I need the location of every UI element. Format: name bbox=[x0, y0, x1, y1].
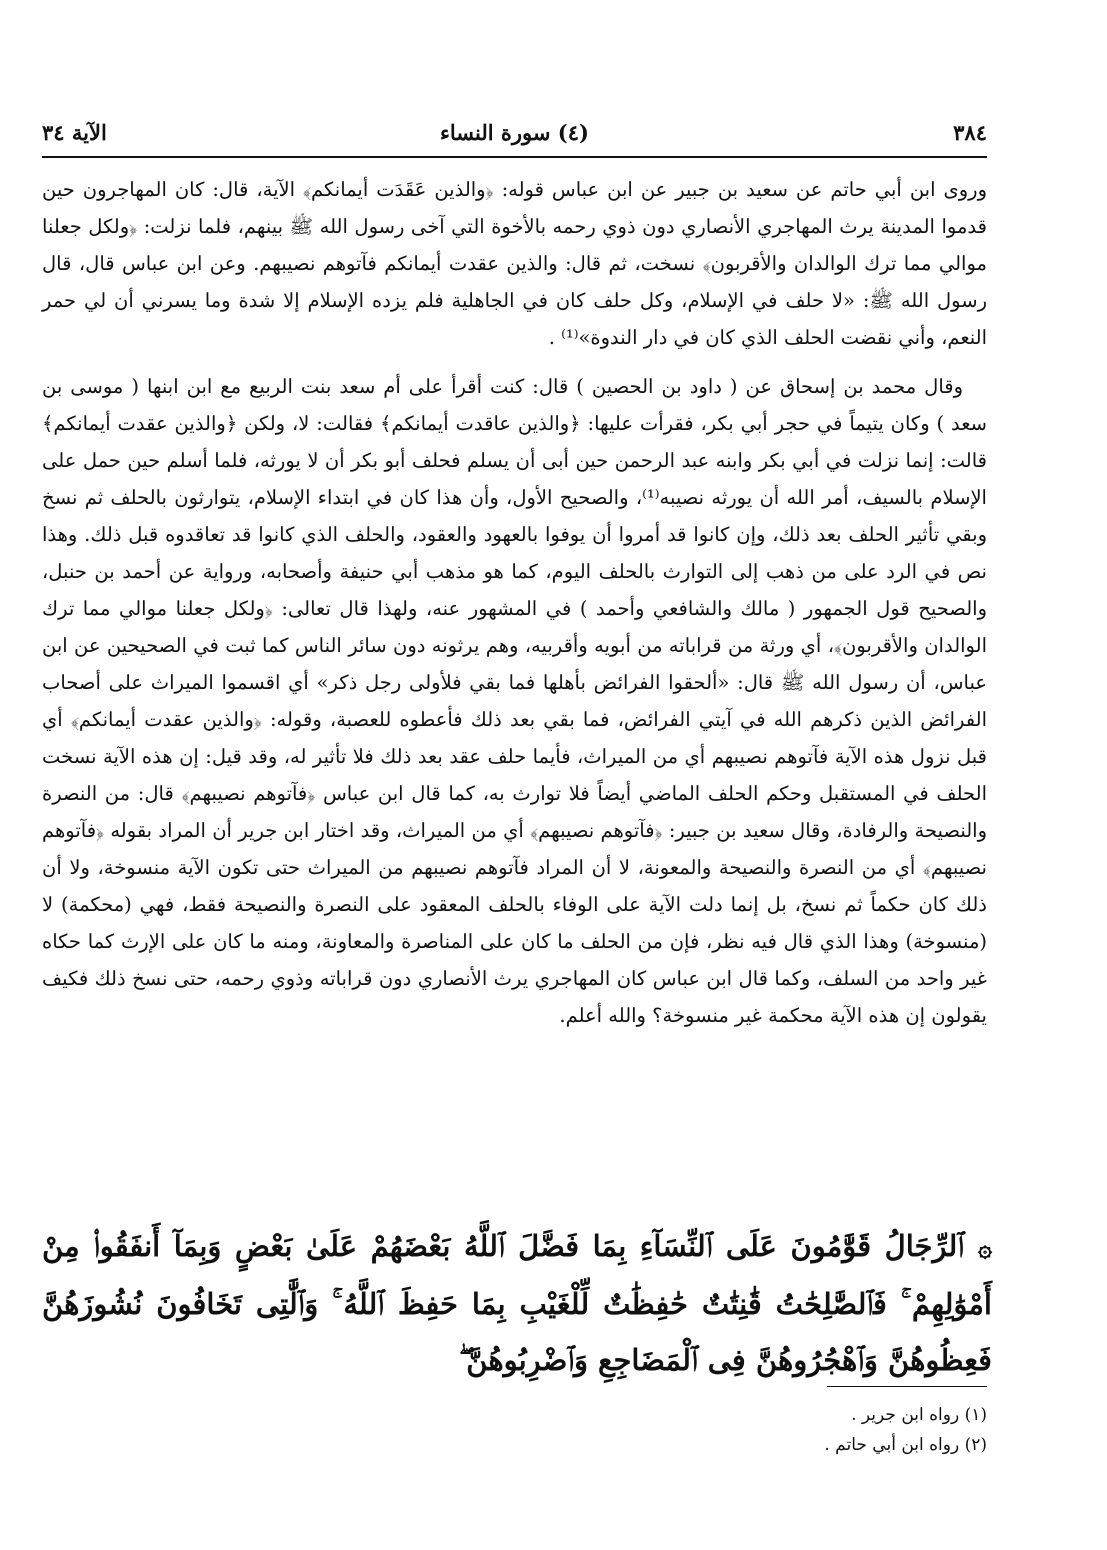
ayah-label: الآية ٣٤ bbox=[42, 120, 107, 145]
footnote: (٢) رواه ابن أبي حاتم . bbox=[824, 1435, 987, 1455]
page-header bbox=[42, 120, 987, 150]
footnote: (١) رواه ابن جرير . bbox=[851, 1405, 987, 1425]
page-number: ٣٨٤ bbox=[953, 120, 987, 145]
header-rule bbox=[42, 156, 987, 158]
rub-el-hizb-icon: ۞ bbox=[977, 1233, 992, 1262]
paragraph: وقال محمد بن إسحاق عن ( داود بن الحصين ) قال: كنت أقرأ على أم سعد بنت الربيع مع ابن ابنها ( موسى بن سعد ) وكان يتيماً في حجر أبي بكر، فقرأت عليها: ﴿والذين عاقدت أيمانكم﴾ فقالت: لا، ولكن ﴿والذين عقدت أيمانكم﴾ قالت: إنما نزلت في أبي بكر وابنه عبد الرحمن حين أبى أن يسلم فحلف أبو بكر أن لا يورثه، فلما أسلم حين حمل على الإسلام بالسيف، أمر الله أن يورثه نصيبه⁽¹⁾، والصحيح الأول، وأن هذا كان في ابتداء الإسلام، يتوارثون بالحلف ثم نسخ وبقي تأثير الحلف بعد ذلك، وإن كانوا قد أمروا أن يوفوا بالعهود والعقود، والحلف الذي كانوا قد تعاقدوه قبل ذلك. وهذا نص في الرد على من ذهب إلى التوارث بالحلف اليوم، كما هو مذهب أبي حنيفة وأصحابه، ورواية عن أحمد بن حنبل، والصحيح قول الجمهور ( مالك والشافعي وأحمد ) في المشهور عنه، ولهذا قال تعالى: ﴿ولكل جعلنا موالي مما ترك الوالدان والأقربون﴾، أي ورثة من قراباته من أبويه وأقربيه، وهم يرثونه دون سائر الناس كما ثبت في الصحيحين عن ابن عباس، أن رسول الله ﷺ قال: «ألحقوا الفرائض بأهلها فما بقي فلأولى رجل ذكر» أي اقسموا الميراث على أصحاب الفرائض الذين ذكرهم الله في آيتي الفرائض، فما بقي بعد ذلك فأعطوه للعصبة، وقوله: ﴿والذين عقدت أيمانكم﴾ أي قبل نزول هذه الآية فآتوهم نصيبهم أي من الميراث، فأيما حلف عقد بعد ذلك فلا تأثير له، وقد قيل: إن هذه الآية نسخت الحلف في المستقبل وحكم الحلف الماضي أيضاً فلا توارث به، كما قال ابن عباس ﴿فآتوهم نصيبهم﴾ قال: من النصرة والنصيحة والرفادة، وقال سعيد بن جبير: ﴿فآتوهم نصيبهم﴾ أي من الميراث، وقد اختار ابن جرير أن المراد بقوله ﴿فآتوهم نصيبهم﴾ أي من النصرة والنصيحة والمعونة، لا أن المراد فآتوهم نصيبهم من الميراث حتى تكون الآية منسوخة، ولا أن ذلك كان حكماً ثم نسخ، بل إنما دلت الآية على الوفاء بالحلف المعقود على النصرة والنصيحة فقط، فهي (محكمة) لا (منسوخة) وهذا الذي قال فيه نظر، فإن من الحلف ما كان على المناصرة والمعاونة، ومنه ما كان على الإرث كما حكاه غير واحد من السلف، وكما قال ابن عباس كان المهاجري يرث الأنصاري دون قراباته وذوي رحمه، حتى نسخ ذلك فكيف يقولون إن هذه الآية محكمة غير منسوخة؟ والله أعلم. bbox=[42, 375, 988, 1027]
quran-verse bbox=[42, 1218, 992, 1388]
commentary-body bbox=[42, 171, 987, 1034]
verse-text: ٱلرِّجَالُ قَوَّٰمُونَ عَلَى ٱلنِّسَآءِ بِمَا فَضَّلَ ٱللَّهُ بَعْضَهُمْ عَلَىٰ بَعْضٍ وَبِمَآ أَنفَقُوا۟ مِنْ أَمْوَٰلِهِمْ ۚ فَٱلصَّٰلِحَٰتُ قَٰنِتَٰتٌ حَٰفِظَٰتٌ لِّلْغَيْبِ بِمَا حَفِظَ ٱللَّهُ ۚ وَٱلَّٰتِى تَخَافُونَ نُشُوزَهُنَّ فَعِظُوهُنَّ وَٱهْجُرُوهُنَّ فِى ٱلْمَضَاجِعِ وَٱضْرِبُوهُنَّ ۖ bbox=[42, 1229, 992, 1377]
surah-title: (٤) سورة النساء bbox=[440, 120, 589, 145]
footnote-rule bbox=[827, 1386, 987, 1387]
paragraph: وروى ابن أبي حاتم عن سعيد بن جبير عن ابن عباس قوله: ﴿والذين عَقَدَت أيمانكم﴾ الآية، قال: كان المهاجرون حين قدموا المدينة يرث المهاجري الأنصاري دون ذوي رحمه بالأخوة التي آخى رسول الله ﷺ بينهم، فلما نزلت: ﴿ولكل جعلنا موالي مما ترك الوالدان والأقربون﴾ نسخت، ثم قال: والذين عقدت أيمانكم فآتوهم نصيبهم. وعن ابن عباس قال، قال رسول الله ﷺ: «لا حلف في الإسلام، وكل حلف كان في الجاهلية فلم يزده الإسلام إلا شدة وما يسرني أن لي حمر النعم، وأني نقضت الحلف الذي كان في دار الندوة»⁽¹⁾ . bbox=[42, 178, 987, 349]
footnotes bbox=[42, 1400, 987, 1460]
